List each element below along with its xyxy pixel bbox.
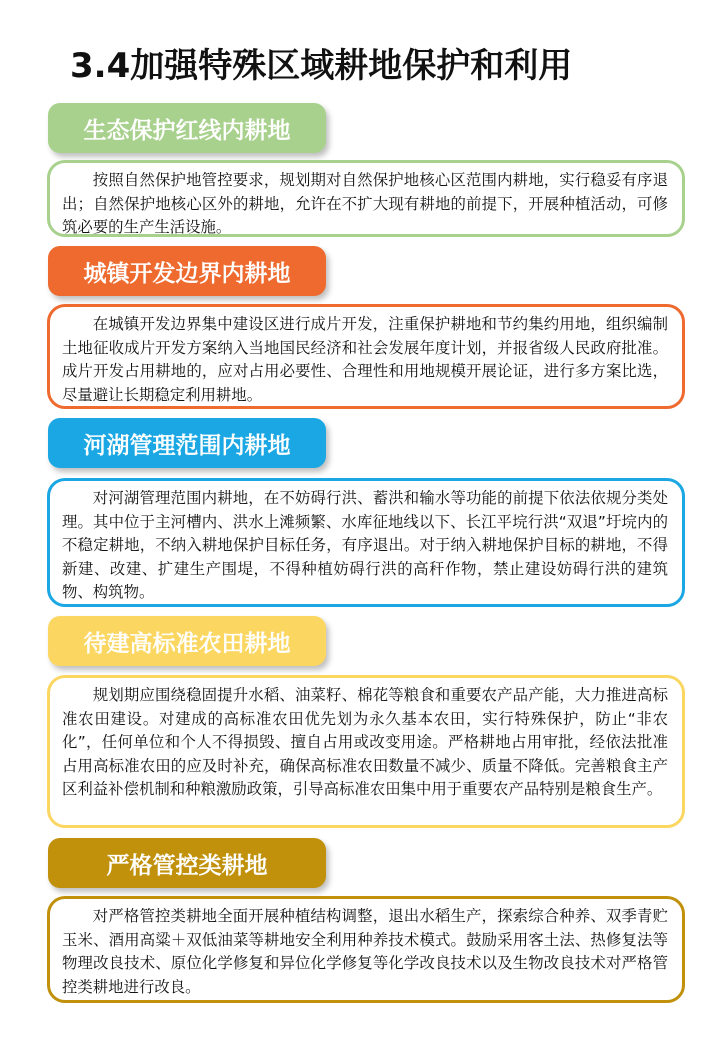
section-box-river-lake — [47, 478, 685, 607]
section-text-farmland: 规划期应围绕稳固提升水稻、油菜籽、棉花等粮食和重要农产品产能，大力推进高标准农田建设。对建成的高标准农田优先划为永久基本农田，实行特殊保护，防止“非农化”，任何单位和个人不得损毁、擅自占用或改变用途。严格耕地占用审批，经依法批准占用高标准农田的应及时补充，确保高标准农田数量不减少、质量不降低。完善粮食主产区利益补偿机制和种粮激励政策，引导高标准农田集中用于重要农产品特别是粮食生产。 — [62, 686, 668, 798]
section-heading-river-lake: 河湖管理范围内耕地 — [48, 418, 326, 468]
section-text-urban: 在城镇开发边界集中建设区进行成片开发，注重保护耕地和节约集约用地，组织编制土地征收成片开发方案纳入当地国民经济和社会发展年度计划，并报省级人民政府批准。成片开发占用耕地的，应对占用必要性、合理性和用地规模开展论证，进行多方案比选，尽量避让长期稳定利用耕地。 — [62, 315, 668, 404]
section-box-strict-control — [47, 896, 685, 1003]
section-text-ecological: 按照自然保护地管控要求，规划期对自然保护地核心区范围内耕地，实行稳妥有序退出；自然保护地核心区外的耕地，允许在不扩大现有耕地的前提下，开展种植活动，可修筑必要的生产生活设施。 — [62, 171, 668, 236]
section-box-farmland — [47, 675, 685, 828]
section-box-ecological — [47, 160, 685, 237]
section-heading-ecological: 生态保护红线内耕地 — [48, 103, 326, 153]
section-heading-strict-control: 严格管控类耕地 — [48, 838, 326, 888]
section-text-strict-control: 对严格管控类耕地全面开展种植结构调整，退出水稻生产，探索综合种养、双季青贮玉米、酒用高粱＋双低油菜等耕地安全利用种养技术模式。鼓励采用客土法、热修复法等物理改良技术、原位化学修复和异位化学修复等化学改良技术以及生物改良技术对严格管控类耕地进行改良。 — [62, 907, 668, 996]
page-title: 3.4加强特殊区域耕地保护和利用 — [70, 46, 573, 86]
section-text-river-lake: 对河湖管理范围内耕地，在不妨碍行洪、蓄洪和输水等功能的前提下依法依规分类处理。其中位于主河槽内、洪水上滩频繁、水库征地线以下、长江平垸行洪“双退”圩垸内的不稳定耕地，不纳入耕地保护目标任务，有序退出。对于纳入耕地保护目标的耕地，不得新建、改建、扩建生产围堤，不得种植妨碍行洪的高秆作物，禁止建设妨碍行洪的建筑物、构筑物。 — [62, 489, 668, 601]
section-heading-urban: 城镇开发边界内耕地 — [48, 246, 326, 296]
section-box-urban — [47, 304, 685, 409]
section-heading-farmland: 待建高标准农田耕地 — [48, 616, 326, 666]
